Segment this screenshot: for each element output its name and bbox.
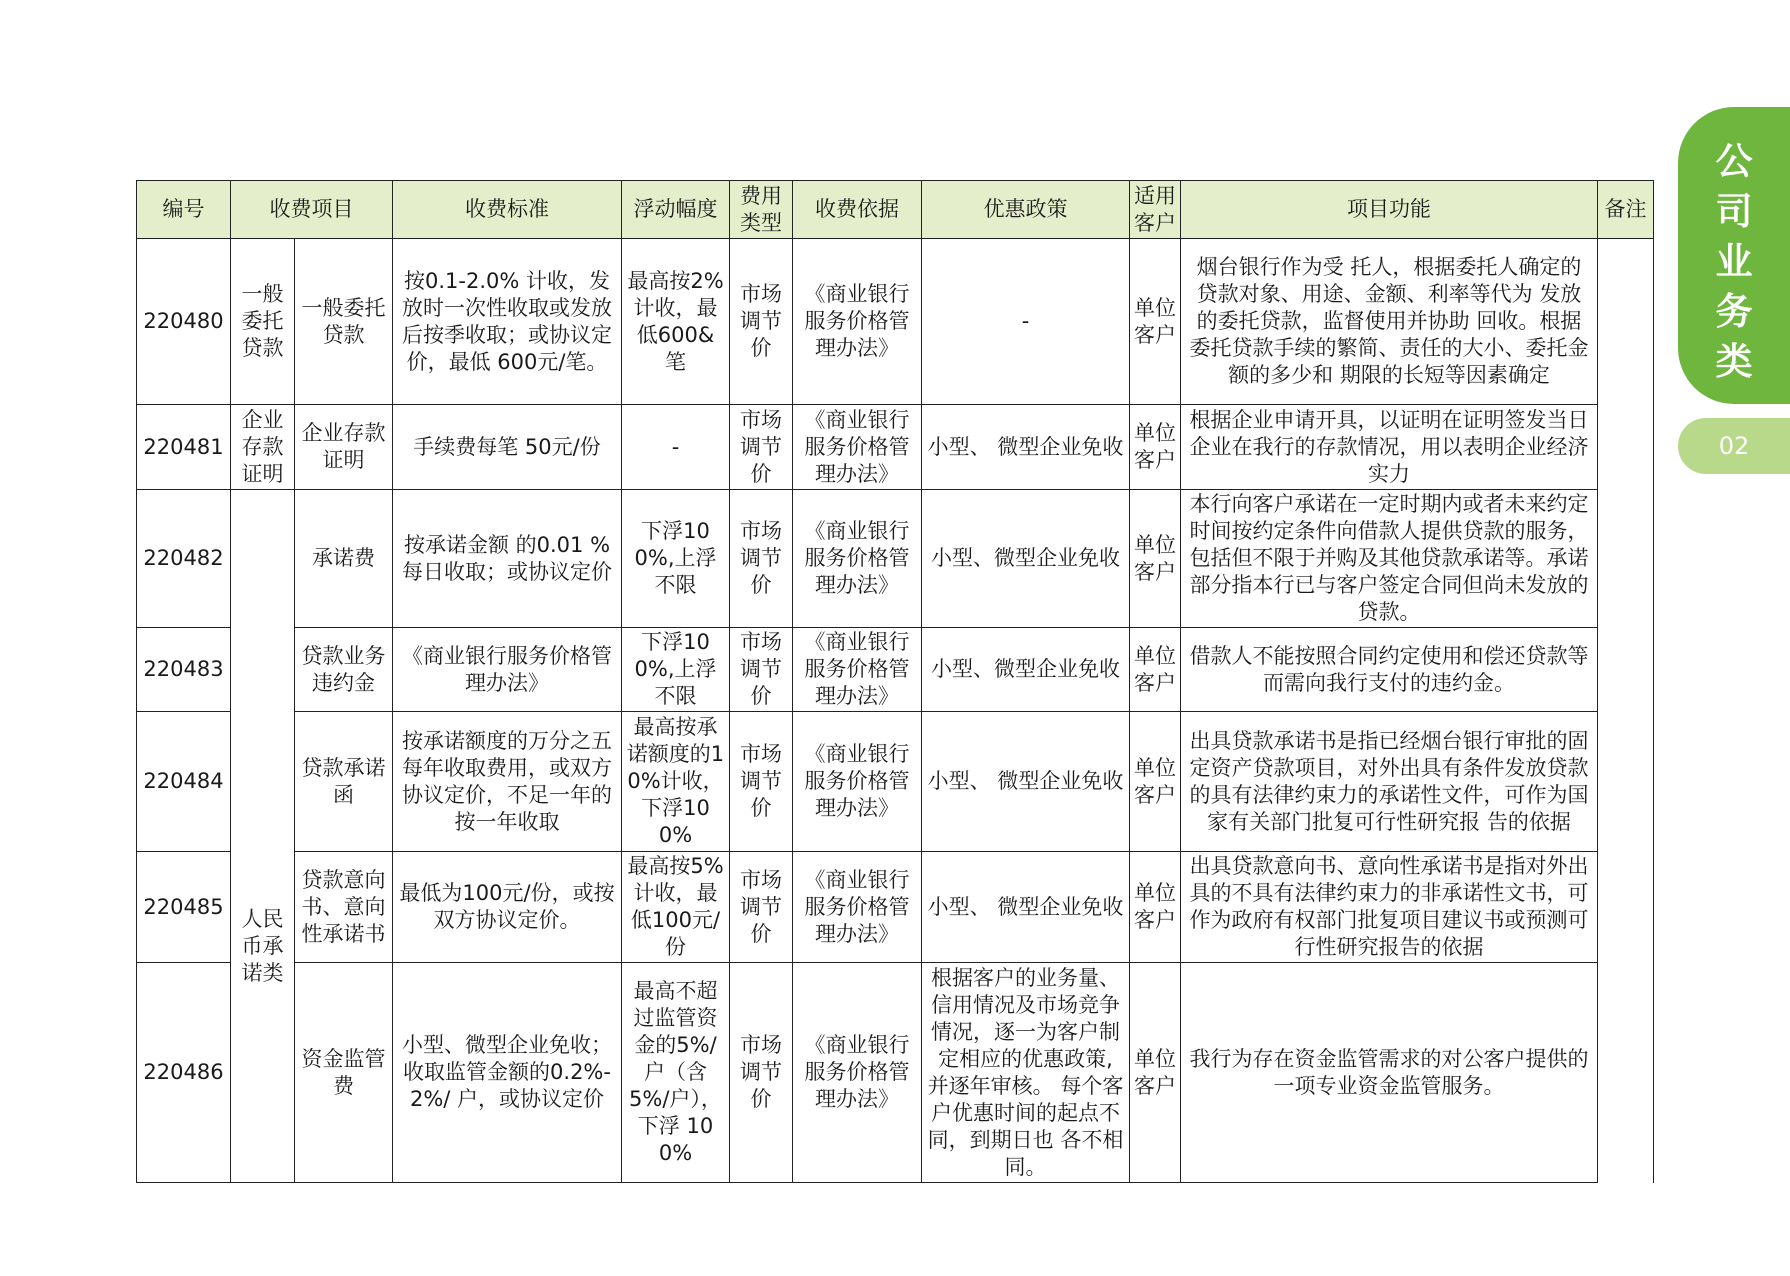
header-range: 浮动幅度 xyxy=(622,181,730,239)
cell-discount: 小型、微型企业免收 xyxy=(922,490,1130,628)
cell-code: 220482 xyxy=(137,490,231,628)
cell-range: 下浮100%,上浮不限 xyxy=(622,628,730,712)
section-tab-title xyxy=(1678,137,1790,387)
header-customer: 适用客户 xyxy=(1130,181,1181,239)
cell-standard: 手续费每笔 50元/份 xyxy=(393,405,622,490)
cell-code: 220481 xyxy=(137,405,231,490)
cell-discount: 小型、 微型企业免收 xyxy=(922,712,1130,852)
cell-code: 220484 xyxy=(137,712,231,852)
table-row xyxy=(137,852,1654,963)
cell-notes xyxy=(1598,239,1654,1183)
header-function: 项目功能 xyxy=(1181,181,1598,239)
cell-discount: 小型、 微型企业免收 xyxy=(922,405,1130,490)
cell-range: 最高不超过监管资金的5%/户（含 5%/户），下浮 100% xyxy=(622,963,730,1183)
cell-fee-type: 市场调节价 xyxy=(730,963,793,1183)
cell-customer: 单位客户 xyxy=(1130,628,1181,712)
header-item: 收费项目 xyxy=(231,181,393,239)
cell-basis: 《商业银行服务价格管理办法》 xyxy=(793,852,922,963)
cell-standard: 小型、微型企业免收；收取监管金额的0.2%-2%/ 户，或协议定价 xyxy=(393,963,622,1183)
table-row xyxy=(137,490,1654,628)
cell-standard: 最低为100元/份，或按双方协议定价。 xyxy=(393,852,622,963)
cell-range: 最高按承诺额度的10%计收， 下浮100% xyxy=(622,712,730,852)
cell-standard: 按0.1-2.0% 计收，发放时一次性收取或发放后按季收取；或协议定价，最低 600元/笔。 xyxy=(393,239,622,405)
table-row xyxy=(137,628,1654,712)
header-fee-type: 费用类型 xyxy=(730,181,793,239)
cell-function: 我行为存在资金监管需求的对公客户提供的一项专业资金监管服务。 xyxy=(1181,963,1598,1183)
table-row xyxy=(137,239,1654,405)
table-row xyxy=(137,405,1654,490)
cell-customer: 单位客户 xyxy=(1130,963,1181,1183)
cell-code: 220480 xyxy=(137,239,231,405)
header-code: 编号 xyxy=(137,181,231,239)
cell-item: 承诺费 xyxy=(295,490,393,628)
cell-item: 企业存款证明 xyxy=(295,405,393,490)
cell-fee-type: 市场调节价 xyxy=(730,852,793,963)
cell-code: 220485 xyxy=(137,852,231,963)
header-notes: 备注 xyxy=(1598,181,1654,239)
cell-standard: 《商业银行服务价格管理办法》 xyxy=(393,628,622,712)
table-row xyxy=(137,963,1654,1183)
cell-range: 最高按5%计收，最低100元/份 xyxy=(622,852,730,963)
cell-range: - xyxy=(622,405,730,490)
cell-category: 一般委托贷款 xyxy=(231,239,295,405)
table-row xyxy=(137,712,1654,852)
cell-basis: 《商业银行服务价格管理办法》 xyxy=(793,405,922,490)
cell-function: 出具贷款承诺书是指已经烟台银行审批的固定资产贷款项目，对外出具有条件发放贷款的具有法律约束力的承诺性文件，可作为国家有关部门批复可行性研究报 告的依据 xyxy=(1181,712,1598,852)
cell-basis: 《商业银行服务价格管理办法》 xyxy=(793,628,922,712)
cell-standard: 按承诺金额 的0.01 %每日收取；或协议定价 xyxy=(393,490,622,628)
cell-fee-type: 市场调节价 xyxy=(730,239,793,405)
cell-fee-type: 市场调节价 xyxy=(730,490,793,628)
section-tab-char: 司 xyxy=(1715,190,1753,233)
header-basis: 收费依据 xyxy=(793,181,922,239)
section-tab-char: 类 xyxy=(1715,340,1753,383)
cell-fee-type: 市场调节价 xyxy=(730,712,793,852)
cell-fee-type: 市场调节价 xyxy=(730,628,793,712)
header-standard: 收费标准 xyxy=(393,181,622,239)
cell-range: 最高按2%计收，最低600& 笔 xyxy=(622,239,730,405)
cell-basis: 《商业银行服务价格管理办法》 xyxy=(793,712,922,852)
cell-item: 一般委托贷款 xyxy=(295,239,393,405)
cell-basis: 《商业银行服务价格管理办法》 xyxy=(793,239,922,405)
cell-basis: 《商业银行服务价格管理办法》 xyxy=(793,963,922,1183)
cell-function: 本行向客户承诺在一定时期内或者未来约定时间按约定条件向借款人提供贷款的服务，包括但不限于并购及其他贷款承诺等。承诺部分指本行已与客户签定合同但尚未发放的贷款。 xyxy=(1181,490,1598,628)
cell-discount: - xyxy=(922,239,1130,405)
cell-item: 贷款业务违约金 xyxy=(295,628,393,712)
cell-customer: 单位客户 xyxy=(1130,239,1181,405)
cell-standard: 按承诺额度的万分之五每年收取费用，或双方协议定价，不足一年的按一年收取 xyxy=(393,712,622,852)
table-header-row xyxy=(137,181,1654,239)
section-tab xyxy=(1678,107,1790,404)
cell-function: 借款人不能按照合同约定使用和偿还贷款等而需向我行支付的违约金。 xyxy=(1181,628,1598,712)
cell-discount: 小型、 微型企业免收 xyxy=(922,852,1130,963)
cell-range: 下浮100%,上浮不限 xyxy=(622,490,730,628)
cell-discount: 小型、微型企业免收 xyxy=(922,628,1130,712)
cell-item: 资金监管费 xyxy=(295,963,393,1183)
cell-discount: 根据客户的业务量、信用情况及市场竞争情况，逐一为客户制定相应的优惠政策, 并逐年审核。 每个客户优惠时间的起点不同，到期日也 各不相同。 xyxy=(922,963,1130,1183)
cell-item: 贷款意向书、意向性承诺书 xyxy=(295,852,393,963)
cell-code: 220486 xyxy=(137,963,231,1183)
cell-category: 人民币承诺类 xyxy=(231,490,295,1183)
section-tab-char: 公 xyxy=(1715,140,1753,183)
cell-basis: 《商业银行服务价格管理办法》 xyxy=(793,490,922,628)
fee-table xyxy=(136,180,1654,1183)
cell-item: 贷款承诺函 xyxy=(295,712,393,852)
cell-customer: 单位客户 xyxy=(1130,712,1181,852)
section-tab-char: 务 xyxy=(1715,290,1753,333)
cell-customer: 单位客户 xyxy=(1130,852,1181,963)
cell-customer: 单位客户 xyxy=(1130,490,1181,628)
cell-function: 根据企业申请开具，以证明在证明签发当日企业在我行的存款情况，用以表明企业经济实力 xyxy=(1181,405,1598,490)
cell-category: 企业存款证明 xyxy=(231,405,295,490)
cell-code: 220483 xyxy=(137,628,231,712)
section-tab-char: 业 xyxy=(1715,240,1753,283)
section-number: 02 xyxy=(1678,418,1790,474)
cell-function: 出具贷款意向书、意向性承诺书是指对外出具的不具有法律约束力的非承诺性文书，可作为政府有权部门批复项目建议书或预测可行性研究报告的依据 xyxy=(1181,852,1598,963)
cell-customer: 单位客户 xyxy=(1130,405,1181,490)
cell-fee-type: 市场调节价 xyxy=(730,405,793,490)
header-discount: 优惠政策 xyxy=(922,181,1130,239)
cell-function: 烟台银行作为受 托人，根据委托人确定的贷款对象、用途、金额、利率等代为 发放的委托贷款，监督使用并协助 回收。根据委托贷款手续的繁简、责任的大小、委托金额的多少和 期限的长短等因素确定 xyxy=(1181,239,1598,405)
